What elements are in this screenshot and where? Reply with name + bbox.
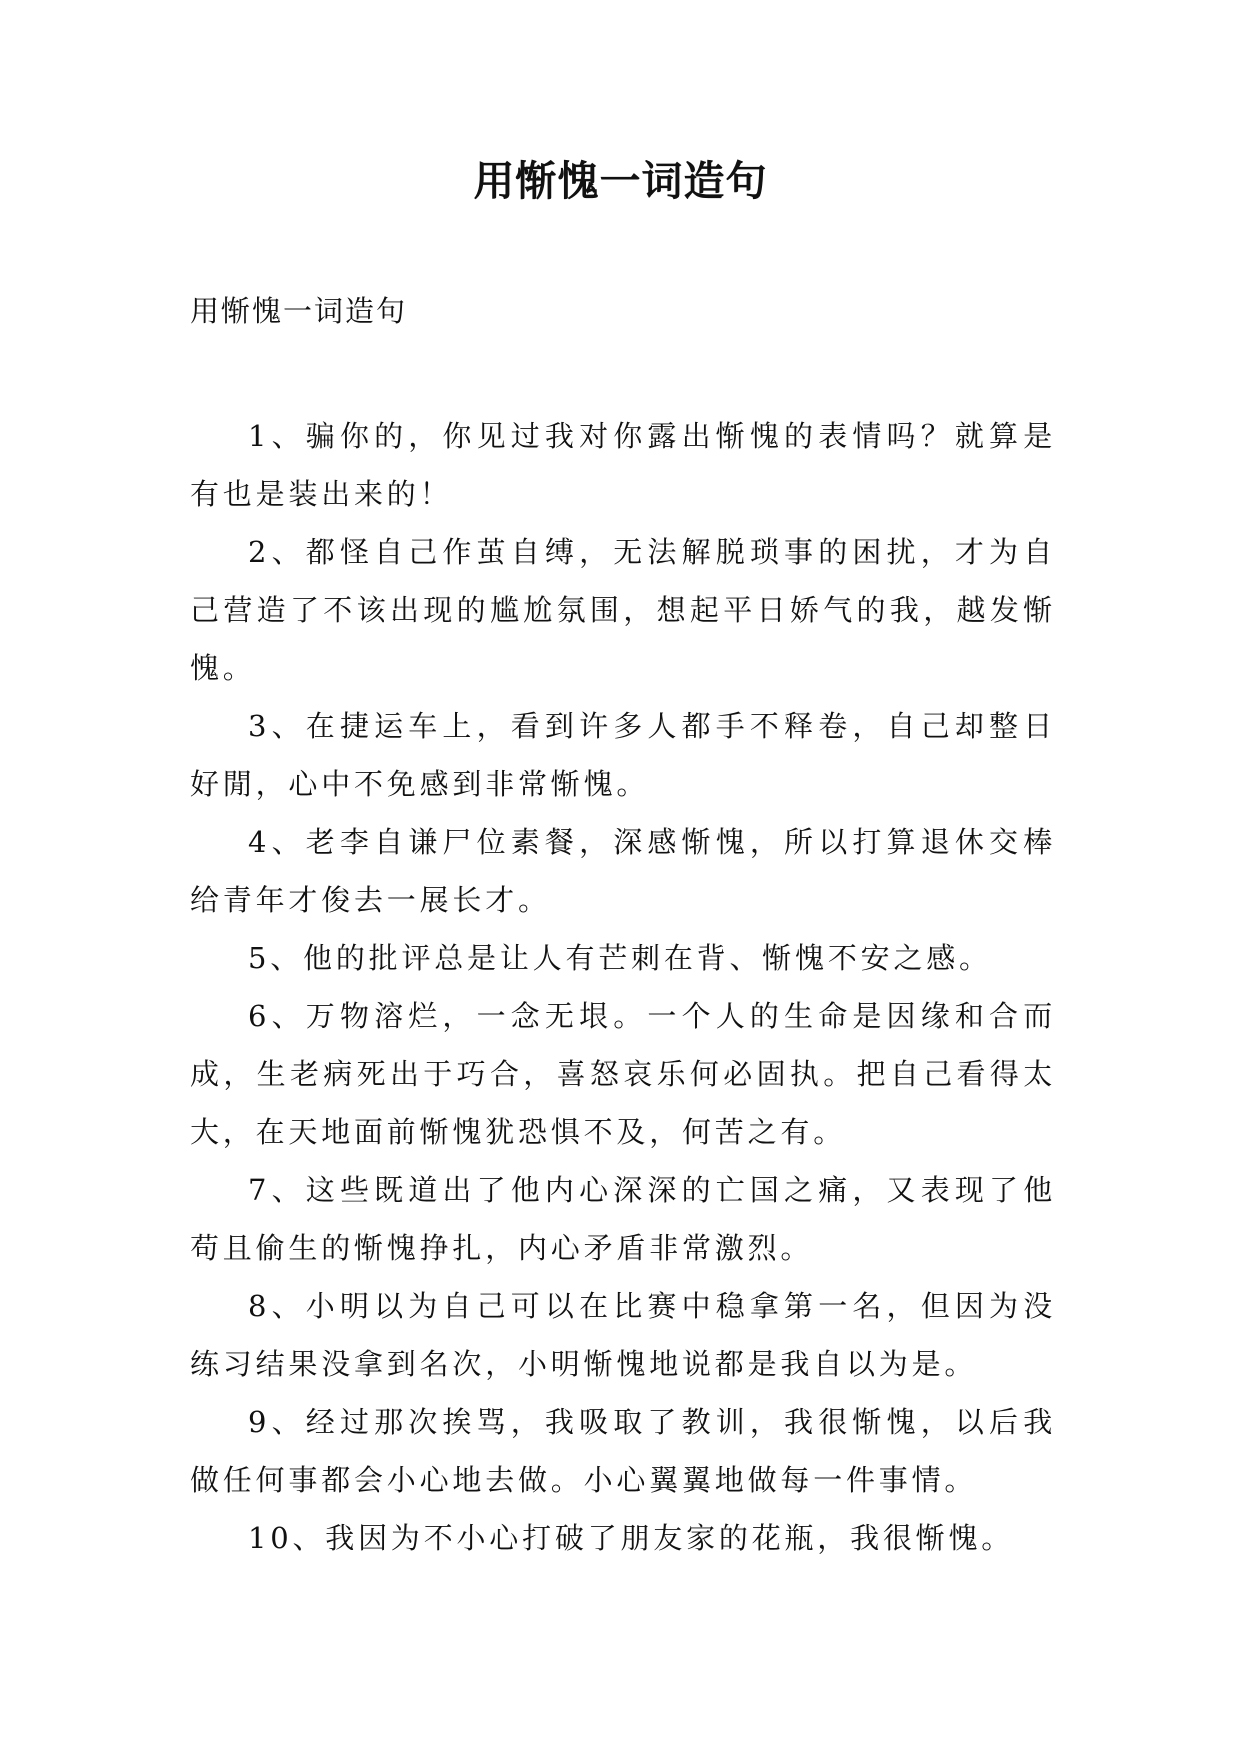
- paragraph-8: 8、小明以为自己可以在比赛中稳拿第一名，但因为没练习结果没拿到名次，小明惭愧地说都是我自以为是。: [190, 1289, 1056, 1381]
- paragraph-9: 9、经过那次挨骂，我吸取了教训，我很惭愧，以后我做任何事都会小心地去做。小心翼翼地做每一件事情。: [190, 1405, 1056, 1497]
- document-subtitle: 用惭愧一词造句: [190, 294, 408, 328]
- paragraph-10: 10、我因为不小心打破了朋友家的花瓶，我很惭愧。: [248, 1521, 1015, 1555]
- paragraph-6: 6、万物溶烂，一念无垠。一个人的生命是因缘和合而成，生老病死出于巧合，喜怒哀乐何必固执。把自己看得太大，在天地面前惭愧犹恐惧不及，何苦之有。: [190, 999, 1056, 1149]
- paragraph-3: 3、在捷运车上，看到许多人都手不释卷，自己却整日好閒，心中不免感到非常惭愧。: [190, 709, 1056, 801]
- paragraph-2: 2、都怪自己作茧自缚，无法解脱琐事的困扰，才为自己营造了不该出现的尴尬氛围，想起平日娇气的我，越发惭愧。: [190, 535, 1056, 685]
- document-body: [190, 407, 1056, 1567]
- paragraph-7: 7、这些既道出了他内心深深的亡国之痛，又表现了他苟且偷生的惭愧挣扎，内心矛盾非常激烈。: [190, 1173, 1056, 1265]
- paragraph-5: 5、他的批评总是让人有芒刺在背、惭愧不安之感。: [248, 941, 992, 975]
- paragraph-1: 1、骗你的，你见过我对你露出惭愧的表情吗？就算是有也是装出来的！: [190, 419, 1056, 511]
- document-title: 用惭愧一词造句: [473, 157, 768, 205]
- paragraph-4: 4、老李自谦尸位素餐，深感惭愧，所以打算退休交棒给青年才俊去一展长才。: [190, 825, 1056, 917]
